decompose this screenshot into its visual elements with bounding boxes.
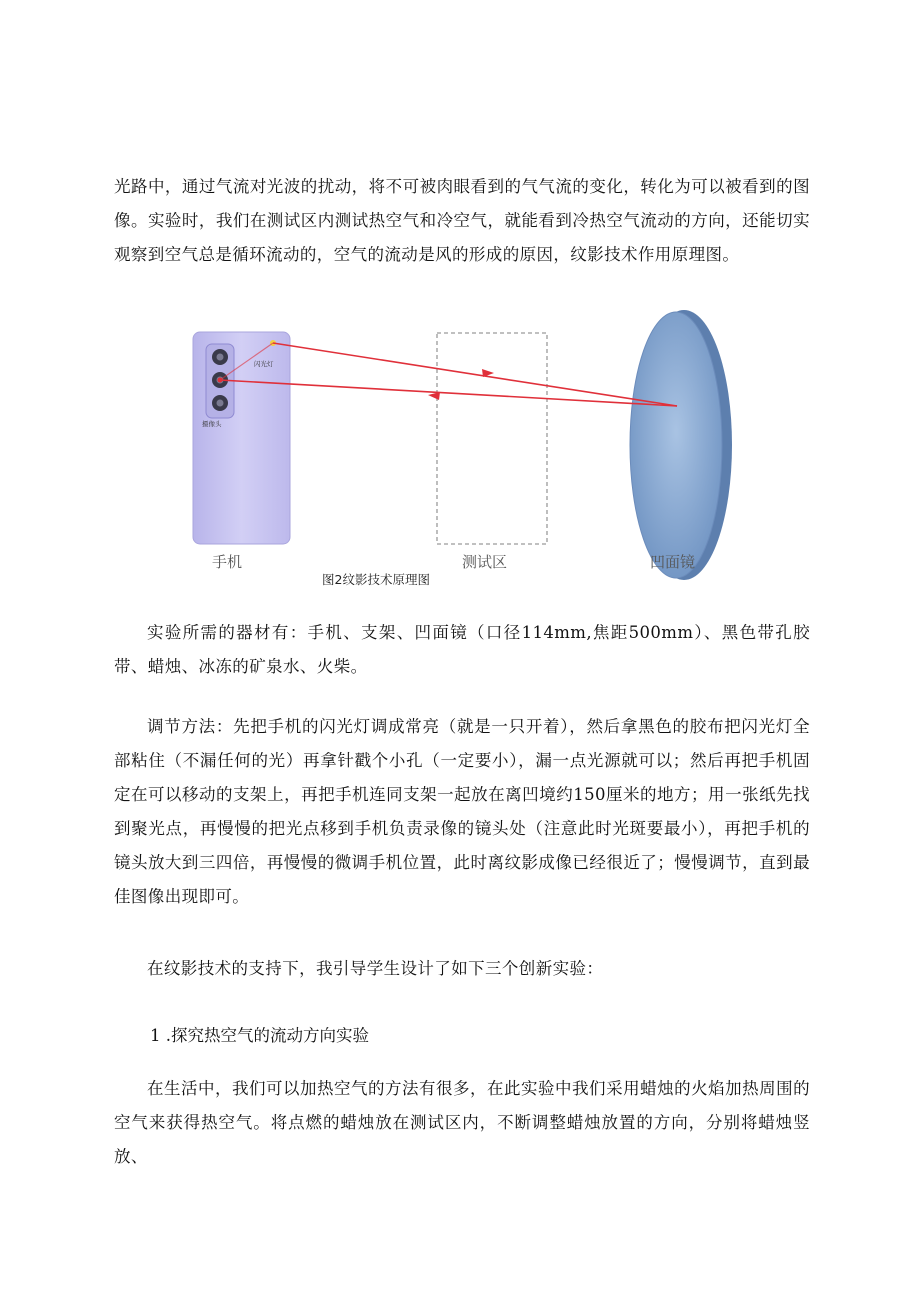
figure-caption: 图2纹影技术原理图	[322, 572, 430, 587]
paragraph-method: 调节方法：先把手机的闪光灯调成常亮（就是一只开着），然后拿黑色的胶布把闪光灯全部粘住（不漏任何的光）再拿针戳个小孔（一定要小），漏一点光源就可以；然后再把手机固定在可以移动的支架上，再把手机连同支架一起放在离凹境约150厘米的地方；用一张纸先找到聚光点，再慢慢的把光点移到手机负责录像的镜头处（注意此时光斑要最小），再把手机的镜头放大到三四倍，再慢慢的微调手机位置，此时离纹影成像已经很近了；慢慢调节，直到最佳图像出现即可。	[114, 717, 810, 906]
paragraph-materials: 实验所需的器材有：手机、支架、凹面镜（口径114mm,焦距500mm）、黑色带孔胶带、蜡烛、冰冻的矿泉水、火柴。	[114, 623, 810, 676]
label-phone: 手机	[212, 553, 243, 571]
lens-label: 摄像头	[202, 420, 222, 428]
flash-label: 闪光灯	[254, 360, 274, 368]
paragraph-hot-air: 在生活中，我们可以加热空气的方法有很多，在此实验中我们采用蜡烛的火焰加热周围的空气来获得热空气。将点燃的蜡烛放在测试区内，不断调整蜡烛放置的方向，分别将蜡烛竖放、	[114, 1079, 810, 1166]
label-test-zone: 测试区	[462, 553, 508, 571]
label-mirror: 凹面镜	[650, 553, 696, 571]
test-zone-box	[437, 333, 547, 544]
beam-arrow-back	[428, 392, 440, 400]
phone	[193, 332, 290, 544]
schlieren-diagram	[180, 300, 740, 580]
paragraph-transition: 在纹影技术的支持下，我引导学生设计了如下三个创新实验：	[147, 959, 604, 978]
paragraph-intro: 光路中，通过气流对光波的扰动，将不可被肉眼看到的气气流的变化，转化为可以被看到的图像。实验时，我们在测试区内测试热空气和冷空气，就能看到冷热空气流动的方向，还能切实观察到空气总是循环流动的，空气的流动是风的形成的原因，纹影技术作用原理图。	[114, 177, 810, 264]
section-heading: 1 .探究热空气的流动方向实验	[150, 1026, 369, 1045]
concave-mirror	[630, 310, 732, 580]
